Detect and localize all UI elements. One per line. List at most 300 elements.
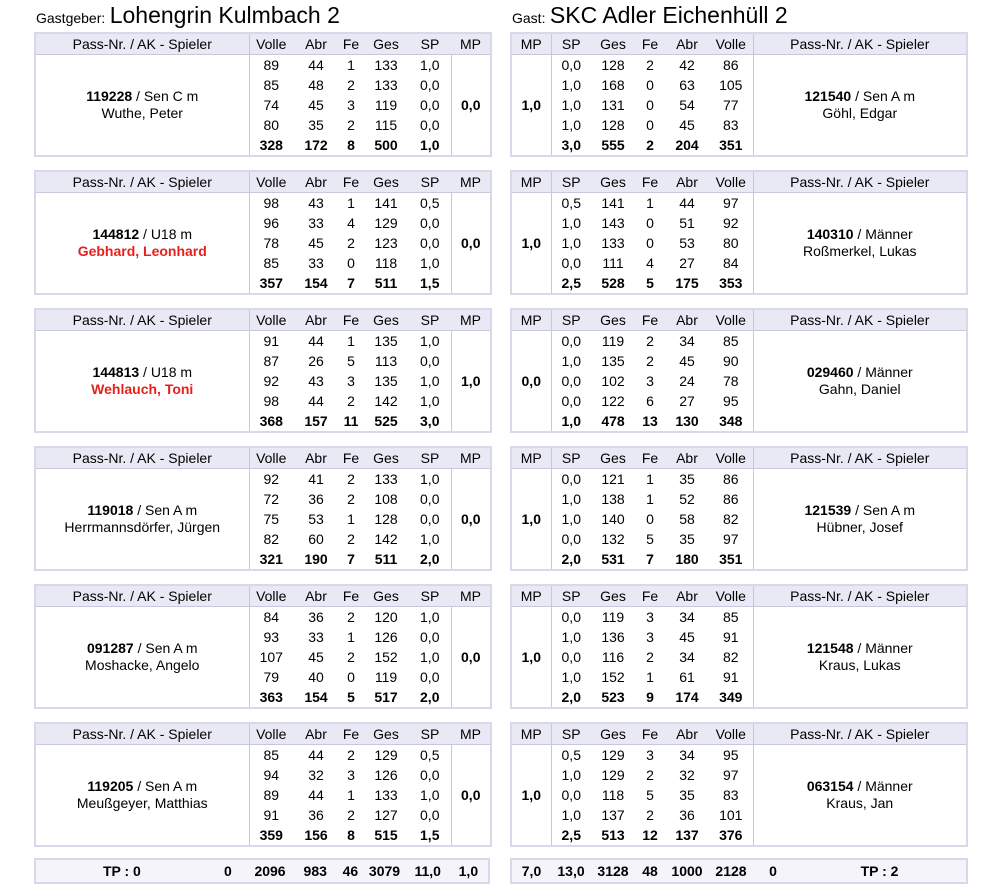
home-ges-cell: 127 [374,807,398,823]
home-header-row [35,723,491,745]
home-pass-number: 144812 [92,226,140,242]
home-ges-cell: 120 [374,609,398,625]
home-volle-cell: 89 [263,787,280,803]
column-header-fe: Fe [635,723,665,745]
column-header-fe: Fe [339,447,363,469]
guest-volle-cell: 85 [722,609,739,625]
guest-fe-cell: 4 [646,255,654,271]
guest-fe-cell: 2 [646,57,654,73]
guest-fe-cell: 13 [642,413,658,429]
home-player-pass-line [36,364,249,381]
column-header-player: Pass-Nr. / AK - Spieler [35,723,249,745]
home-ges-cell: 500 [374,137,398,153]
home-volle-cell: 85 [263,255,280,271]
guest-total-sp: 13,0 [557,863,585,879]
home-fe-cell: 0 [347,669,355,685]
guest-sp-cell: 0,5 [561,747,581,763]
guest-pass-number: 063154 [806,778,854,794]
home-sp-cell: 1,0 [409,469,451,490]
guest-fe-cell: 3 [646,747,654,763]
home-fe-cell: 5 [347,689,355,705]
column-header-fe: Fe [339,585,363,607]
guest-header-row [511,723,967,745]
guest-pass-number: 121539 [804,502,852,518]
home-fe-cell: 2 [347,235,355,251]
guest-player-cell [753,55,967,157]
column-header-player: Pass-Nr. / AK - Spieler [35,171,249,193]
home-player-name: Meußgeyer, Matthias [76,795,208,811]
home-ges-cell: 133 [374,77,398,93]
home-abr-cell: 172 [304,137,328,153]
column-header-player: Pass-Nr. / AK - Spieler [35,33,249,55]
guest-match-points: 0,0 [511,331,551,433]
guest-abr-cell: 53 [679,235,695,251]
guest-abr-cell: 174 [675,689,699,705]
guest-match-table [510,32,968,157]
guest-match-table [510,722,968,847]
home-fe-cell: 2 [347,807,355,823]
guest-fe-cell: 1 [646,195,654,211]
home-ges-cell: 525 [374,413,398,429]
column-header-sp: SP [409,33,451,55]
guest-sp-cell: 2,5 [561,275,581,291]
guest-volle-cell: 353 [719,275,743,291]
guest-ges-cell: 136 [601,629,625,645]
guest-game-row [511,331,967,352]
home-fe-cell: 1 [347,511,355,527]
guest-player-name: Gahn, Daniel [818,381,901,397]
guest-volle-cell: 349 [719,689,743,705]
home-volle-cell: 72 [263,491,280,507]
guest-player-pass-line [754,640,967,657]
column-header-volle: Volle [249,171,293,193]
column-header-mp: MP [451,33,491,55]
guest-ges-cell: 513 [601,827,625,843]
guest-abr-cell: 27 [679,255,695,271]
column-header-mp: MP [451,723,491,745]
guest-fe-cell: 2 [646,333,654,349]
home-ges-cell: 128 [374,511,398,527]
guest-fe-cell: 3 [646,373,654,389]
column-header-player: Pass-Nr. / AK - Spieler [753,171,967,193]
home-header-row [35,33,491,55]
home-sp-cell: 1,0 [409,391,451,411]
home-abr-cell: 44 [308,393,324,409]
home-ges-cell: 113 [374,353,398,369]
guest-total-fe: 48 [642,863,658,879]
home-fe-cell: 3 [347,767,355,783]
home-fe-cell: 3 [347,97,355,113]
guest-volle-cell: 97 [722,531,739,547]
home-volle-cell: 74 [263,97,280,113]
guest-match-table [510,170,968,295]
home-ges-cell: 129 [374,747,398,763]
home-player-pass-line [36,778,249,795]
home-abr-cell: 44 [308,333,324,349]
home-volle-cell: 357 [259,275,283,291]
guest-total-abr: 1000 [671,863,703,879]
guest-player-cell [753,193,967,295]
guest-sp-cell: 1,0 [561,669,581,685]
home-abr-cell: 44 [308,747,324,763]
column-header-fe: Fe [339,171,363,193]
home-fe-cell: 8 [347,137,355,153]
home-fe-cell: 7 [347,275,355,291]
guest-ges-cell: 137 [601,807,625,823]
home-fe-cell: 2 [347,393,355,409]
home-match-table [34,170,492,295]
guest-abr-cell: 35 [679,471,695,487]
home-total-sp: 11,0 [414,863,441,879]
column-header-mp: MP [511,171,551,193]
home-abr-cell: 157 [304,413,328,429]
guest-abr-cell: 63 [679,77,695,93]
column-header-player: Pass-Nr. / AK - Spieler [753,309,967,331]
home-totals-row [34,858,490,884]
guest-ges-cell: 131 [601,97,625,113]
column-header-volle: Volle [249,33,293,55]
home-abr-cell: 35 [308,117,324,133]
home-abr-cell: 36 [308,609,324,625]
home-sp-cell: 1,0 [409,135,451,156]
guest-ges-cell: 528 [601,275,625,291]
home-volle-cell: 79 [263,669,280,685]
home-volle-cell: 321 [259,551,283,567]
column-header-sp: SP [409,309,451,331]
home-abr-cell: 45 [308,97,324,113]
guest-sp-cell: 0,0 [561,57,581,73]
home-fe-cell: 11 [343,413,359,429]
home-sp-cell: 1,5 [409,825,451,846]
home-player-cell [35,55,249,157]
column-header-fe: Fe [339,33,363,55]
column-header-ges: Ges [591,723,635,745]
guest-volle-cell: 91 [722,669,739,685]
guest-abr-cell: 36 [679,807,695,823]
column-header-sp: SP [551,723,591,745]
guest-sp-cell: 2,0 [561,689,581,705]
guest-sp-cell: 1,0 [561,353,581,369]
home-fe-cell: 1 [347,787,355,803]
guest-sp-cell: 1,0 [561,491,581,507]
guest-sp-cell: 1,0 [561,413,581,429]
home-ges-cell: 517 [374,689,398,705]
guest-match-points: 1,0 [511,193,551,295]
guest-abr-cell: 45 [679,629,695,645]
guest-total-mp: 7,0 [521,863,542,879]
guest-fe-cell: 9 [646,689,654,705]
home-ges-cell: 123 [374,235,398,251]
home-sp-cell: 0,0 [409,233,451,253]
home-player-pass-line [36,502,249,519]
home-abr-cell: 32 [308,767,324,783]
home-match-table [34,32,492,157]
guest-ges-cell: 140 [601,511,625,527]
guest-volle-cell: 351 [719,137,743,153]
home-fe-cell: 1 [347,57,355,73]
guest-player-name: Kraus, Jan [826,795,894,811]
column-header-mp: MP [451,309,491,331]
column-header-abr: Abr [293,33,339,55]
guest-sp-cell: 2,0 [561,551,581,567]
guest-abr-cell: 130 [675,413,699,429]
home-fe-cell: 2 [347,531,355,547]
column-header-abr: Abr [665,723,709,745]
home-volle-cell: 91 [263,333,280,349]
column-header-abr: Abr [293,723,339,745]
guest-fe-cell: 2 [646,353,654,369]
guest-abr-cell: 61 [679,669,695,685]
home-ges-cell: 511 [374,551,398,567]
column-header-ges: Ges [363,723,409,745]
home-abr-cell: 48 [308,77,324,93]
guest-abr-cell: 27 [679,393,695,409]
home-ges-cell: 135 [374,333,398,349]
home-volle-cell: 93 [263,629,280,645]
guest-match-points: 1,0 [511,55,551,157]
guest-age-class: / Männer [853,778,913,794]
guest-ges-cell: 118 [601,787,625,803]
guest-match-table [510,584,968,709]
guest-abr-cell: 180 [675,551,699,567]
home-age-class: / Sen A m [133,502,198,518]
home-game-row [35,193,491,214]
home-abr-cell: 190 [304,551,328,567]
home-player-pass-line [36,226,249,243]
home-fe-cell: 2 [347,491,355,507]
home-match-points: 0,0 [461,97,481,113]
guest-abr-cell: 54 [679,97,695,113]
home-volle-cell: 92 [263,471,280,487]
guest-volle-cell: 77 [722,97,739,113]
guest-volle-cell: 86 [722,491,739,507]
guest-fe-cell: 0 [646,117,654,133]
home-sp-cell: 0,5 [409,193,451,214]
guest-sp-cell: 2,5 [561,827,581,843]
guest-fe-cell: 0 [646,235,654,251]
home-abr-cell: 40 [308,669,324,685]
guest-volle-cell: 80 [722,235,739,251]
guest-player-cell [753,745,967,847]
guest-abr-cell: 45 [679,353,695,369]
guest-abr-cell: 45 [679,117,695,133]
guest-sp-cell: 1,0 [561,235,581,251]
home-volle-cell: 75 [263,511,280,527]
guest-player-name: Kraus, Lukas [818,657,901,673]
column-header-ges: Ges [363,171,409,193]
guest-team-name: SKC Adler Eichenhüll 2 [549,2,788,28]
home-abr-cell: 33 [308,255,324,271]
guest-ges-cell: 119 [601,609,625,625]
guest-volle-cell: 95 [722,747,739,763]
home-ges-cell: 152 [374,649,398,665]
home-match-points: 0,0 [461,649,481,665]
guest-pass-number: 121548 [806,640,854,656]
column-header-ges: Ges [363,447,409,469]
guest-player-name: Hübner, Josef [816,519,903,535]
column-header-abr: Abr [665,171,709,193]
column-header-player: Pass-Nr. / AK - Spieler [35,309,249,331]
guest-player-pass-line [754,226,967,243]
guest-totals-row [510,858,968,884]
guest-volle-cell: 91 [722,629,739,645]
guest-volle-cell: 86 [722,57,739,73]
guest-fe-cell: 3 [646,609,654,625]
guest-ges-cell: 122 [601,393,625,409]
home-team-name: Lohengrin Kulmbach 2 [109,2,340,28]
home-match-points: 1,0 [461,373,481,389]
home-volle-cell: 84 [263,609,280,625]
column-header-sp: SP [409,585,451,607]
guest-player-pass-line [754,88,967,105]
column-header-mp: MP [511,33,551,55]
home-sp-cell: 1,0 [409,529,451,549]
column-header-sp: SP [551,585,591,607]
guest-player-pass-line [754,502,967,519]
guest-sp-cell: 1,0 [561,117,581,133]
home-abr-cell: 33 [308,629,324,645]
guest-fe-cell: 1 [646,669,654,685]
guest-sp-cell: 0,0 [561,393,581,409]
guest-header-row [511,309,967,331]
home-pass-number: 119228 [86,88,133,104]
home-sp-cell: 1,5 [409,273,451,294]
home-fe-cell: 7 [347,551,355,567]
column-header-fe: Fe [339,309,363,331]
guest-sp-cell: 1,0 [561,97,581,113]
guest-abr-cell: 34 [679,747,695,763]
home-fe-cell: 1 [347,195,355,211]
column-header-player: Pass-Nr. / AK - Spieler [753,33,967,55]
column-header-volle: Volle [249,309,293,331]
guest-volle-cell: 351 [719,551,743,567]
guest-ges-cell: 141 [601,195,625,211]
home-pass-number: 091287 [86,640,134,656]
guest-abr-cell: 35 [679,531,695,547]
column-header-fe: Fe [635,447,665,469]
column-header-player: Pass-Nr. / AK - Spieler [753,585,967,607]
guest-game-row [511,745,967,766]
guest-game-row [511,607,967,628]
guest-volle-cell: 86 [722,471,739,487]
home-match-points: 0,0 [461,787,481,803]
home-player-cell [35,331,249,433]
column-header-mp: MP [511,447,551,469]
guest-ges-cell: 478 [601,413,625,429]
home-sp-cell: 1,0 [409,55,451,76]
guest-pass-number: 029460 [806,364,854,380]
home-match-table [34,722,492,847]
home-ges-cell: 142 [374,531,398,547]
home-abr-cell: 26 [308,353,324,369]
guest-ges-cell: 129 [601,747,625,763]
guest-abr-cell: 24 [679,373,695,389]
guest-abr-cell: 137 [675,827,699,843]
home-age-class: / Sen A m [133,640,198,656]
home-sp-cell: 1,0 [409,331,451,352]
home-sp-cell: 0,0 [409,509,451,529]
home-total-volle: 2096 [254,863,286,879]
home-game-row [35,55,491,76]
home-volle-cell: 94 [263,767,280,783]
column-header-ges: Ges [591,447,635,469]
column-header-volle: Volle [249,585,293,607]
home-sp-cell: 0,0 [409,765,451,785]
home-volle-cell: 368 [259,413,283,429]
guest-ges-cell: 111 [602,255,624,271]
guest-sp-cell: 0,0 [561,255,581,271]
home-total-mp: 1,0 [458,863,479,879]
guest-volle-cell: 83 [722,787,739,803]
guest-match-points: 1,0 [511,745,551,847]
guest-abr-cell: 35 [679,787,695,803]
guest-volle-cell: 82 [722,511,739,527]
guest-player-cell [753,331,967,433]
home-fe-cell: 2 [347,77,355,93]
home-sp-cell: 3,0 [409,411,451,432]
home-player-name: Gebhard, Leonhard [77,243,207,259]
guest-ges-cell: 129 [601,767,625,783]
guest-sp-cell: 0,0 [561,531,581,547]
home-sp-cell: 1,0 [409,607,451,628]
home-fe-cell: 2 [347,117,355,133]
home-ges-cell: 135 [374,373,398,389]
guest-abr-cell: 34 [679,333,695,349]
home-total-abr: 983 [303,863,327,879]
column-header-volle: Volle [709,33,753,55]
home-ges-cell: 129 [374,215,398,231]
home-header-row [35,447,491,469]
column-header-sp: SP [551,171,591,193]
home-player-pass-line [36,88,249,105]
guest-abr-cell: 34 [679,609,695,625]
home-game-row [35,607,491,628]
guest-abr-cell: 175 [675,275,699,291]
column-header-ges: Ges [363,585,409,607]
home-ges-cell: 119 [374,669,398,685]
guest-sp-cell: 1,0 [561,77,581,93]
home-volle-cell: 85 [263,747,280,763]
guest-volle-cell: 85 [722,333,739,349]
guest-ges-cell: 143 [601,215,625,231]
guest-sp-cell: 0,0 [561,649,581,665]
guest-age-class: / Sen A m [851,88,916,104]
guest-player-name: Göhl, Edgar [822,105,898,121]
guest-player-cell [753,469,967,571]
guest-ges-cell: 116 [601,649,625,665]
column-header-sp: SP [551,33,591,55]
column-header-mp: MP [511,585,551,607]
home-abr-cell: 154 [304,689,328,705]
home-abr-cell: 154 [304,275,328,291]
home-volle-cell: 96 [263,215,280,231]
home-volle-cell: 98 [263,195,280,211]
guest-fe-cell: 3 [646,629,654,645]
home-abr-cell: 44 [308,57,324,73]
home-ges-cell: 108 [374,491,398,507]
home-volle-cell: 328 [259,137,283,153]
home-player-name: Wuthe, Peter [101,105,183,121]
column-header-ges: Ges [363,309,409,331]
column-header-fe: Fe [635,309,665,331]
guest-fe-cell: 2 [646,807,654,823]
home-sp-cell: 1,0 [409,371,451,391]
column-header-abr: Abr [665,447,709,469]
home-total-tp: TP : 0 [102,863,141,879]
guest-sp-cell: 0,0 [561,471,581,487]
column-header-volle: Volle [709,447,753,469]
guest-sp-cell: 1,0 [561,807,581,823]
